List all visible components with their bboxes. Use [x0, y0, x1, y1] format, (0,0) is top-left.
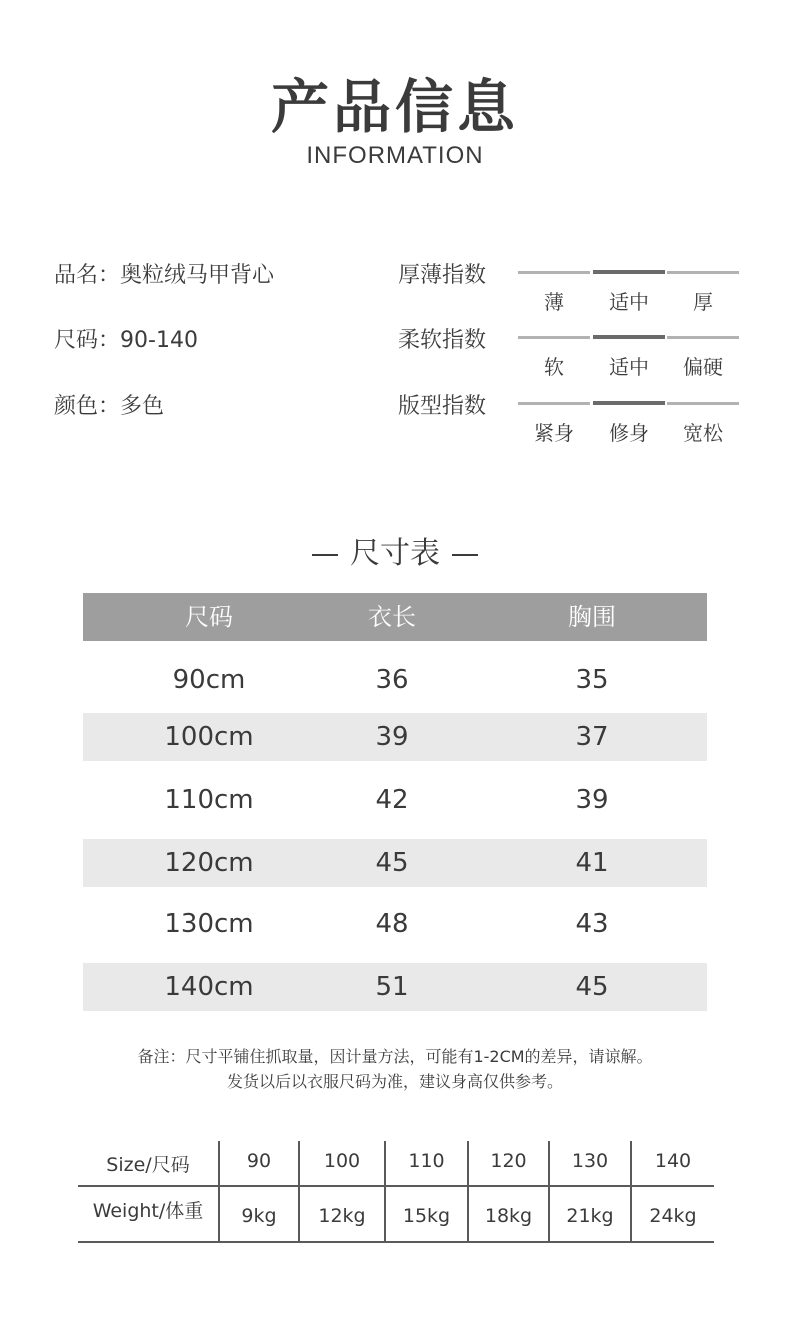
column-header-length: 衣长: [368, 603, 416, 631]
scale-level-label: 适中: [609, 355, 649, 379]
note-line: 备注：尺寸平铺住抓取量，因计量方法，可能有1-2CM的差异，请谅解。: [137, 1047, 653, 1066]
scale-level-label: 薄: [544, 290, 564, 314]
table-cell-length: 48: [375, 909, 409, 939]
metric-softness-label: 柔软指数: [398, 328, 487, 353]
weight-value: 15kg: [402, 1205, 451, 1227]
scale-segment: [667, 402, 739, 405]
scale-segment: [518, 402, 590, 405]
size-value: 130: [571, 1150, 609, 1172]
scale-level-label: 厚: [693, 290, 713, 314]
weight-row-label: Weight/体重: [92, 1200, 204, 1222]
table-cell-size: 120cm: [164, 848, 254, 878]
scale-level-label: 偏硬: [683, 355, 723, 379]
table-cell-chest: 45: [575, 972, 609, 1002]
scale-level-label: 修身: [609, 421, 649, 445]
table-cell-size: 90cm: [172, 665, 246, 695]
table-row: [83, 900, 707, 948]
metric-thickness-label: 厚薄指数: [398, 263, 487, 288]
size-value: 110: [408, 1150, 445, 1172]
scale-level-label: 宽松: [683, 421, 723, 445]
scale-level-label: 适中: [609, 290, 649, 314]
page-title: 产品信息: [270, 73, 519, 141]
scale-segment: [518, 336, 590, 339]
scale-segment: [593, 270, 665, 274]
info-color: [54, 389, 164, 420]
metric-fit-scale: [518, 402, 739, 462]
info-label: 颜色 ：: [54, 394, 120, 419]
size-chart-heading: [0, 528, 790, 572]
table-cell-length: 42: [375, 785, 409, 815]
table-cell-length: 45: [375, 848, 409, 878]
heading-dash: [312, 554, 338, 556]
scale-segment: [593, 335, 665, 339]
table-divider: [78, 1241, 714, 1243]
info-value: 多色: [120, 394, 165, 419]
table-cell-size: 140cm: [164, 972, 254, 1002]
weight-value: 21kg: [566, 1205, 614, 1227]
table-row: [83, 656, 707, 704]
column-header-chest: 胸围: [568, 603, 616, 631]
info-value: 90-140: [120, 328, 198, 353]
size-table-header: [83, 593, 707, 641]
note-line: 发货以后以衣服尺码为准，建议身高仅供参考。: [226, 1072, 563, 1091]
info-size-range: [54, 323, 198, 354]
scale-segment: [667, 336, 739, 339]
weight-value: 18kg: [484, 1205, 533, 1227]
table-row: [83, 713, 707, 761]
size-value: 100: [323, 1150, 361, 1172]
weight-value: 9kg: [241, 1205, 277, 1227]
table-cell-size: 110cm: [164, 785, 254, 815]
table-cell-size: 130cm: [164, 909, 254, 939]
weight-value: 12kg: [318, 1205, 366, 1227]
table-cell-length: 51: [375, 972, 409, 1002]
scale-level-label: 软: [544, 355, 564, 379]
metric-thickness-scale: [518, 271, 739, 331]
size-chart-title: 尺寸表: [350, 536, 440, 571]
table-divider: [78, 1185, 714, 1187]
size-value: 140: [654, 1150, 692, 1172]
scale-segment: [518, 271, 590, 274]
size-row-label: Size/尺码: [106, 1154, 190, 1176]
metric-softness-scale: [518, 336, 739, 396]
heading-dash: [452, 554, 478, 556]
column-header-size: 尺码: [185, 603, 233, 631]
table-cell-chest: 39: [575, 785, 609, 815]
table-cell-chest: 37: [575, 722, 609, 752]
scale-level-label: 紧身: [534, 421, 574, 445]
weight-value: 24kg: [649, 1205, 697, 1227]
table-cell-chest: 35: [575, 665, 609, 695]
table-cell-length: 36: [375, 665, 409, 695]
size-value: 120: [490, 1150, 527, 1172]
size-weight-table: [78, 1141, 714, 1243]
info-label: 尺码 ：: [54, 328, 120, 353]
info-product-name: [54, 258, 274, 289]
info-value: 奥粒绒马甲背心: [120, 263, 275, 288]
table-row: [83, 963, 707, 1011]
scale-segment: [593, 401, 665, 405]
table-row: [83, 776, 707, 824]
metric-fit-label: 版型指数: [398, 394, 487, 419]
info-label: 品名 ：: [54, 263, 120, 288]
table-cell-length: 39: [375, 722, 409, 752]
table-cell-chest: 43: [575, 909, 609, 939]
table-cell-size: 100cm: [164, 722, 254, 752]
page-subtitle: INFORMATION: [306, 142, 484, 169]
table-cell-chest: 41: [575, 848, 609, 878]
size-value: 90: [246, 1150, 272, 1172]
table-row: [83, 839, 707, 887]
scale-segment: [667, 271, 739, 274]
